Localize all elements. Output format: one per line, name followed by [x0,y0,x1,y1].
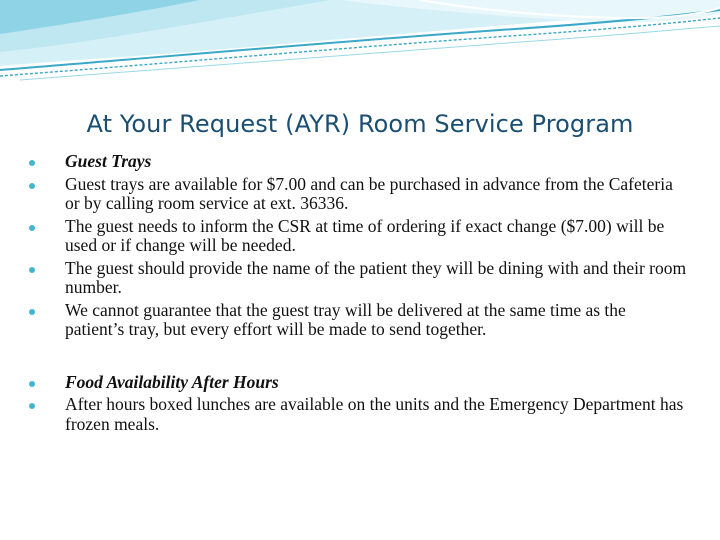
bullet-item [27,175,687,214]
bullet-item [27,301,687,340]
bullet-text: Guest Trays [65,151,152,171]
bullet-heading-guest-trays [27,152,687,172]
bullet-item [27,259,687,298]
bullet-text: Guest trays are available for $7.00 and can be purchased in advance from the Cafeteria or by calling room service at ext. 36336. [65,173,673,213]
bullet-item [27,395,687,434]
bullet-dot-icon [29,381,35,387]
decorative-wave-banner [0,0,720,90]
bullet-text: Food Availability After Hours [65,371,279,392]
bullet-text: The guest needs to inform the CSR at time of ordering if exact change ($7.00) will be used or if change will be needed. [65,215,665,255]
bullet-dot-icon [29,160,35,166]
bullet-dot-icon [29,183,35,189]
bullet-item [27,217,687,256]
section-spacer [27,343,687,373]
bullet-dot-icon [29,309,35,315]
bullet-list [27,152,687,437]
bullet-dot-icon [29,267,35,273]
bullet-dot-icon [29,225,35,231]
bullet-text: The guest should provide the name of the patient they will be dining with and their room number. [65,257,687,297]
bullet-text: After hours boxed lunches are available on the units and the Emergency Department has frozen meals. [65,394,684,434]
bullet-dot-icon [29,403,35,409]
slide-title: At Your Request (AYR) Room Service Program [86,110,634,138]
bullet-text: We cannot guarantee that the guest tray will be delivered at the same time as the patient’s tray, but every effort will be made to send together. [65,299,626,339]
bullet-heading-food-after-hours [27,373,687,393]
